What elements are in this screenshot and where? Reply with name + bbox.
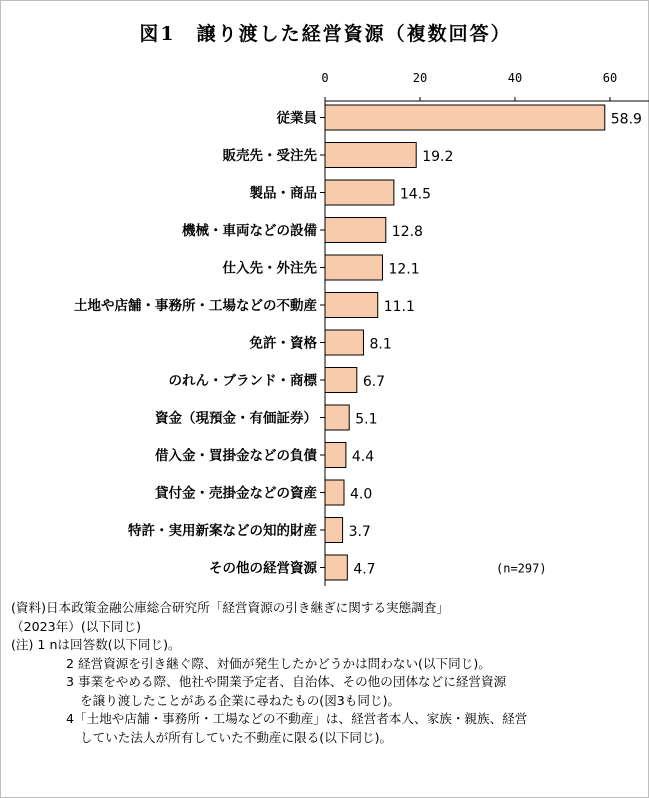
bar [325,105,605,130]
category-label: 貸付金・売掛金などの資産 [155,485,317,502]
bar [325,143,416,168]
value-label: 8.1 [369,336,392,353]
bar [325,330,363,355]
bar [325,480,344,505]
value-label: 58.9 [610,111,642,128]
category-label: 仕入先・外注先 [222,260,317,277]
bar-chart [1,1,649,596]
category-label: 製品・商品 [249,185,317,202]
x-tick-label: 60 [602,71,618,85]
value-label: 12.1 [388,261,420,278]
category-label: 免許・資格 [249,335,317,352]
source-note: (資料)日本政策金融公庫総合研究所「経営資源の引き継ぎに関する実態調査」 [11,600,450,615]
note-3: 3 事業をやめる際、他社や開業予定者、自治体、その他の団体などに経営資源 [66,674,507,689]
category-label: 従業員 [276,110,317,127]
note-3-continued: を譲り渡したことがある企業に尋ねたもの(図3も同じ)。 [80,692,401,708]
notes [11,599,641,747]
bar [325,255,382,280]
bar [325,518,343,543]
note-2: 2 経営資源を引き継ぐ際、対価が発生したかどうかは問わない(以下同じ)。 [66,655,491,671]
note-4: 4「土地や店舗・事務所・工場などの不動産」は、経営者本人、家族・親族、経営 [66,711,528,726]
category-label: 資金（現預金・有価証券） [155,410,317,427]
bar [325,443,346,468]
category-label: 土地や店舗・事務所・工場などの不動産 [74,298,317,314]
bar [325,368,357,393]
bar [325,405,349,430]
category-label: その他の経営資源 [209,560,317,577]
source-note-year: （2023年）(以下同じ) [11,618,142,634]
x-tick-label: 20 [412,71,428,85]
chart-title: 図1 譲り渡した経営資源（複数回答） [139,23,512,45]
value-label: 5.1 [355,411,378,428]
bar [325,218,386,243]
bar [325,180,394,205]
note-1: (注) 1 nは回答数(以下同じ)。 [11,637,181,652]
value-label: 4.7 [353,561,376,578]
category-label: のれん・ブランド・商標 [168,373,317,389]
value-label: 4.4 [351,449,375,465]
bar [325,293,378,318]
value-label: 4.0 [350,486,373,503]
x-tick-label: 0 [321,71,329,85]
sample-size-label: (n=297) [496,561,547,576]
x-tick-label: 40 [507,71,523,85]
value-label: 11.1 [383,299,415,315]
category-label: 販売先・受注先 [222,148,317,164]
value-label: 12.8 [391,224,423,240]
value-label: 14.5 [399,186,432,203]
value-label: 6.7 [362,374,386,390]
value-label: 3.7 [348,524,371,540]
value-label: 19.2 [422,149,454,165]
category-label: 機械・車両などの設備 [182,223,317,239]
note-4-continued: していた法人が所有していた不動産に限る(以下同じ)。 [80,729,393,745]
category-label: 特許・実用新案などの知的財産 [128,523,317,539]
category-label: 借入金・買掛金などの負債 [155,448,317,464]
bar [325,555,347,580]
